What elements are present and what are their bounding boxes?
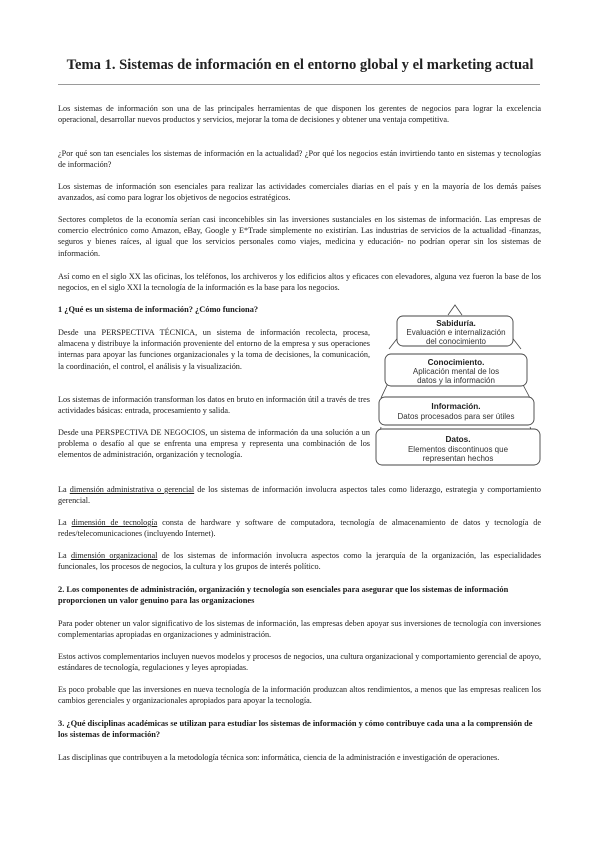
paragraph-business-perspective: Desde una PERSPECTIVA DE NEGOCIOS, un sistema de información da una solución a un problema o desafío al que se enfrenta una empresa y representa una combinación de los elementos de administración, organización y tecnología. xyxy=(58,428,370,460)
level-text-wisdom-1: Evaluación e internalización xyxy=(406,328,506,337)
level-title-information: Información. xyxy=(431,402,481,411)
title-divider xyxy=(58,84,540,85)
paragraph-intro: Los sistemas de información son una de las principales herramientas de que disponen los gerentes de negocios para lograr la excelencia operacional, desarrollar nuevos productos y servicios, mejorar la toma de decisiones y obtener una ventaja competitiva. xyxy=(58,104,541,125)
paragraph-technology-dimension xyxy=(58,517,541,539)
paragraph-returns: Es poco probable que las inversiones en nueva tecnología de la información produzcan altos rendimientos, a menos que las empresas realicen los cambios gerenciales y organizacionales apropiados para apoyar la tecnología. xyxy=(58,685,541,706)
paragraph-organizational-dimension xyxy=(58,550,541,572)
heading-section-2: 2. Los componentes de administración, organización y tecnología son esenciales para asegurar que los sistemas de información proporcionen un valor genuino para las organizaciones xyxy=(58,585,509,606)
level-text-knowledge-1: Aplicación mental de los xyxy=(412,367,500,376)
paragraph-technology-body: consta de hardware y software de computadora, tecnología de almacenamiento de datos y tecnología de redes/telecomunicaciones (incluyendo Internet). xyxy=(58,518,541,539)
page-title: Tema 1. Sistemas de información en el entorno global y el marketing actual xyxy=(66,57,534,73)
paragraph-history: Así como en el siglo XX las oficinas, los teléfonos, los archiveros y los edificios altos y eficaces con elevadores, alguna vez fueron la base de los negocios, en el siglo XXI la tecnología de la información es la base para los negocios. xyxy=(58,272,541,293)
paragraph-technology-prefix: La xyxy=(58,518,72,527)
level-title-data: Datos. xyxy=(445,435,471,444)
paragraph-management-dimension xyxy=(58,484,541,506)
paragraph-questions: ¿Por qué son tan esenciales los sistemas de información en la actualidad? ¿Por qué los negocios están invirtiendo tanto en sistemas y tecnologías de información? xyxy=(58,149,541,170)
paragraph-organizational-body: de los sistemas de información involucra aspectos como la jerarquía de la organización, las especialidades funcionales, los procesos de negocios, la cultura y los grupos de interés político. xyxy=(58,551,542,572)
technology-dimension-term: dimensión de tecnología xyxy=(71,518,158,527)
paragraph-organizational-prefix: La xyxy=(58,551,71,560)
level-text-data-1: Elementos discontinuos que xyxy=(407,445,509,454)
level-title-knowledge: Conocimiento. xyxy=(427,358,485,367)
apex-icon xyxy=(448,305,462,315)
management-dimension-term: dimensión administrativa o gerencial xyxy=(69,485,195,494)
paragraph-value: Para poder obtener un valor significativo de los sistemas de información, las empresas deben apoyar sus inversiones de tecnología con inversiones complementarias apropiadas en organizaciones y administración. xyxy=(58,619,541,640)
paragraph-complementary-assets: Estos activos complementarios incluyen nuevos modelos y procesos de negocios, una cultura organizacional y comportamiento gerencial de apoyo, estándares de tecnología, regulaciones y leyes apropiadas. xyxy=(58,652,541,673)
dikw-pyramid-diagram xyxy=(375,303,542,473)
level-text-wisdom-2: del conocimiento xyxy=(425,337,487,346)
paragraph-sectors: Sectores completos de la economía serían casi inconcebibles sin las inversiones sustanciales en los sistemas de información. Las empresas de comercio electrónico como Amazon, eBay, Google y E*Trade simplemente no existirían. Las industrias de servicios de la actualidad -finanzas, seguros y bienes raíces, al igual que los servicios personales como viajes, medicina y educación- no podrían operar sin los sistemas de información. xyxy=(58,215,541,258)
level-text-information-1: Datos procesados para ser útiles xyxy=(397,412,515,421)
level-text-knowledge-2: datos y la información xyxy=(417,376,495,385)
heading-section-1: 1 ¿Qué es un sistema de información? ¿Cómo funciona? xyxy=(58,305,259,314)
paragraph-essential: Los sistemas de información son esenciales para realizar las actividades comerciales diarias en el país y en la mayoría de los demás países avanzados, así como para lograr los objetivos de negocios estratégicos. xyxy=(58,182,541,203)
paragraph-management-prefix: La xyxy=(58,485,70,494)
paragraph-management-body: de los sistemas de información involucra aspectos tales como liderazgo, estrategia y comportamiento gerencial. xyxy=(58,485,542,506)
paragraph-transform: Los sistemas de información transforman los datos en bruto en información útil a través de tres actividades básicas: entrada, procesamiento y salida. xyxy=(58,395,370,416)
paragraph-disciplines: Las disciplinas que contribuyen a la metodología técnica son: informática, ciencia de la administración e investigación de operaciones. xyxy=(58,753,500,762)
organizational-dimension-term: dimensión organizacional xyxy=(70,551,158,560)
level-text-data-2: representan hechos xyxy=(422,454,494,463)
heading-section-3: 3. ¿Qué disciplinas académicas se utilizan para estudiar los sistemas de información y cómo contribuye cada una a la comprensión de los sistemas de información? xyxy=(58,719,533,740)
paragraph-technical-perspective: Desde una PERSPECTIVA TÉCNICA, un sistema de información recolecta, procesa, almacena y distribuye la información proveniente del entorno de la empresa y sus operaciones internas para apoyar las funciones organizacionales y la toma de decisiones, la comunicación, la coordinación, el control, el análisis y la visualización. xyxy=(58,328,370,371)
level-title-wisdom: Sabiduría. xyxy=(436,319,476,328)
